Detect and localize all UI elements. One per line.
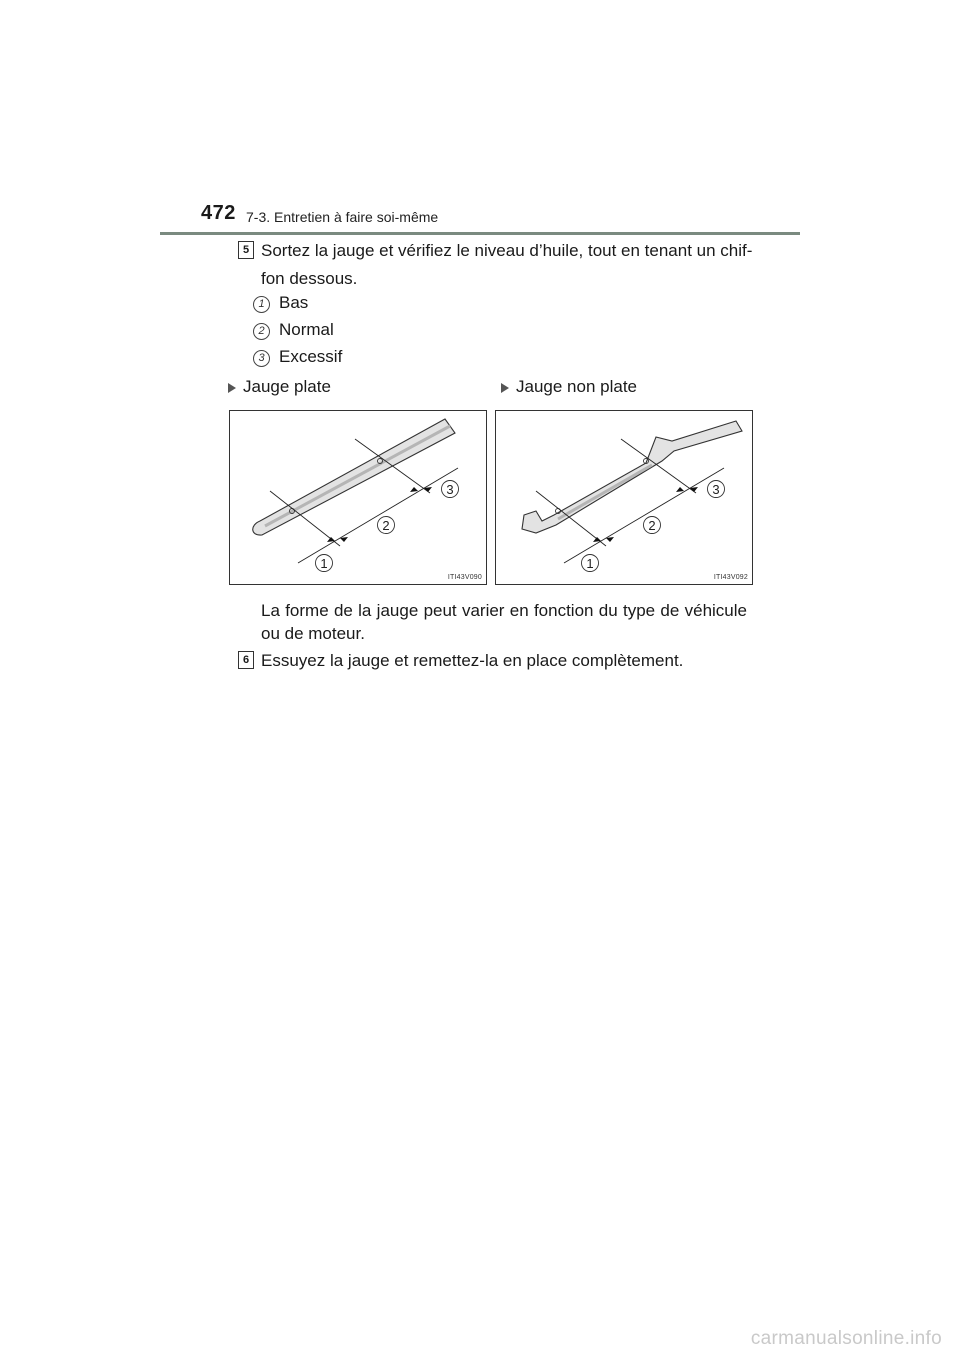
- level-label-excessive: Excessif: [279, 347, 343, 366]
- callout-number-1: 1: [586, 556, 594, 571]
- non-flat-dipstick-illustration: [496, 411, 752, 584]
- note-text-line2: ou de moteur.: [261, 624, 365, 643]
- callout-number-1: 1: [320, 556, 328, 571]
- header-divider: [160, 232, 800, 235]
- watermark-text: carmanualsonline.info: [750, 1328, 942, 1349]
- level-number-1: 1: [253, 296, 270, 313]
- flat-dipstick-illustration: [230, 411, 486, 584]
- page-number: 472: [201, 202, 236, 224]
- figure-caption-flat-dipstick: Jauge plate: [243, 377, 331, 396]
- step-5-text-line1: Sortez la jauge et vérifiez le niveau d’huile, tout en tenant un chif-: [261, 241, 753, 260]
- figure-code: ITI43V092: [713, 574, 748, 581]
- callout-number-2: 2: [382, 518, 390, 533]
- figure-code: ITI43V090: [447, 574, 482, 581]
- callout-number-3: 3: [446, 482, 454, 497]
- figure-flat-dipstick: [229, 410, 487, 585]
- step-6-text: Essuyez la jauge et remettez-la en place complètement.: [261, 651, 684, 670]
- callout-number-3: 3: [712, 482, 720, 497]
- triangle-bullet-icon: [228, 383, 236, 393]
- step-5-text-line2: fon dessous.: [261, 269, 358, 288]
- figure-non-flat-dipstick: [495, 410, 753, 585]
- level-number-2: 2: [253, 323, 270, 340]
- level-label-normal: Normal: [279, 320, 334, 339]
- callout-number-2: 2: [648, 518, 656, 533]
- triangle-bullet-icon: [501, 383, 509, 393]
- section-title: 7-3. Entretien à faire soi-même: [246, 209, 439, 225]
- level-label-low: Bas: [279, 293, 309, 312]
- figure-caption-non-flat-dipstick: Jauge non plate: [516, 377, 637, 396]
- note-text-line1: La forme de la jauge peut varier en fonction du type de véhicule: [261, 601, 747, 620]
- level-number-3: 3: [253, 350, 270, 367]
- step-5-badge: 5: [238, 241, 254, 259]
- step-6-badge: 6: [238, 651, 254, 669]
